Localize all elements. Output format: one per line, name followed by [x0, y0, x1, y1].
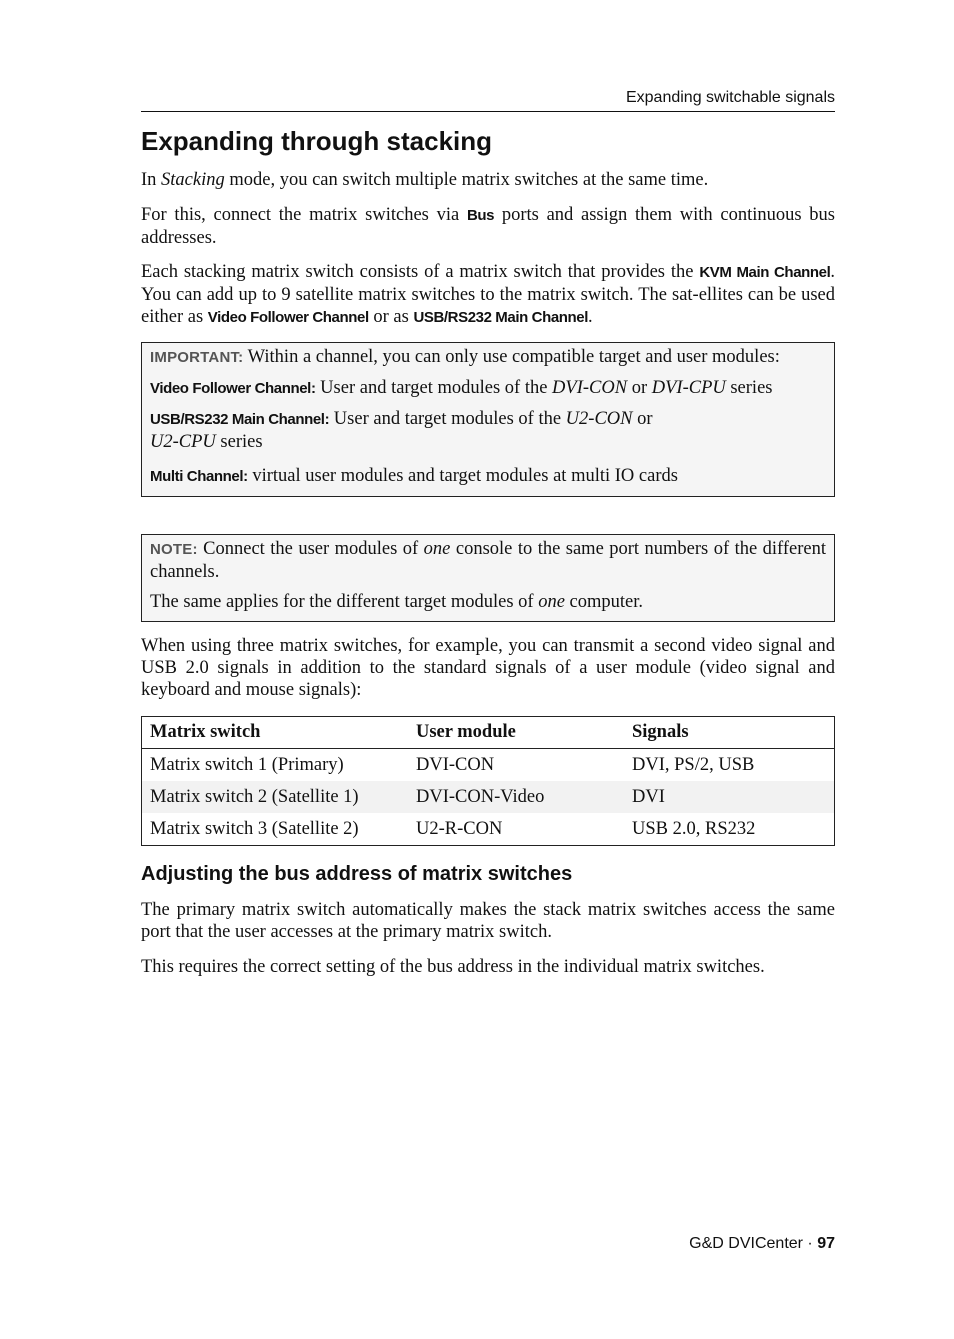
- emphasis: one: [538, 592, 565, 612]
- subsection-heading: Adjusting the bus address of matrix switches: [141, 863, 573, 885]
- table-row: [142, 781, 834, 813]
- emphasis: one: [423, 539, 451, 559]
- table-cell: DVI-CON: [416, 754, 495, 775]
- page-title: Expanding through stacking: [141, 126, 493, 156]
- intro-paragraph: [141, 169, 835, 191]
- text: virtual user modules and target modules at multi IO cards: [247, 466, 678, 486]
- emphasis: Stacking: [161, 170, 225, 190]
- table-cell: Matrix switch 1 (Primary): [150, 754, 344, 775]
- text: series: [725, 378, 773, 398]
- column-header: Signals: [624, 717, 834, 749]
- table-cell: USB 2.0, RS232: [632, 818, 756, 839]
- table-header-row: [142, 717, 834, 749]
- text: The same applies for the different target modules of: [150, 592, 539, 612]
- stacking-paragraph: [141, 261, 835, 329]
- text: ports and assign them with continuous bus addresses.: [141, 205, 835, 248]
- text: .: [588, 307, 593, 327]
- column-header: Matrix switch: [142, 717, 408, 749]
- matrix-switch-table: [141, 716, 835, 846]
- important-box: [141, 342, 835, 497]
- table-cell: Matrix switch 2 (Satellite 1): [142, 781, 408, 813]
- term-kvm-main-channel: KVM Main Channel: [699, 264, 831, 281]
- note-label: NOTE:: [150, 541, 198, 558]
- primary-paragraph: The primary matrix switch automatically makes the stack matrix switches access the same port that the user accesses at the primary matrix switch.: [141, 900, 835, 942]
- text: . You can add up to 9 satellite matrix switches to the matrix switch. The sat-ellites can be used either as: [141, 262, 836, 327]
- running-head: Expanding switchable signals: [141, 89, 835, 112]
- multi-channel-label: Multi Channel:: [150, 468, 248, 485]
- text: or: [627, 378, 652, 398]
- example-paragraph: When using three matrix switches, for example, you can transmit a second video signal and USB 2.0 signals in addition to the standard signals of a user module (video signal and keyboard and mouse signals):: [141, 636, 835, 700]
- text: User and target modules of the: [329, 409, 566, 429]
- important-label: IMPORTANT:: [150, 349, 244, 366]
- footer-text: G&D DVICenter ·: [689, 1235, 818, 1252]
- term-bus: Bus: [466, 207, 495, 224]
- column-header: User module: [408, 717, 624, 749]
- emphasis: U2-CPU: [150, 432, 216, 452]
- text: mode, you can switch multiple matrix switches at the same time.: [224, 170, 709, 190]
- emphasis: U2-CON: [565, 409, 633, 429]
- table-row: [142, 749, 834, 782]
- text: or as: [368, 307, 414, 327]
- text: computer.: [564, 592, 644, 612]
- text: or: [632, 409, 653, 429]
- bus-paragraph: [141, 204, 835, 249]
- page-number: 97: [817, 1235, 835, 1252]
- table-cell: DVI: [624, 781, 834, 813]
- text: Each stacking matrix switch consists of a matrix switch that provides the: [141, 262, 700, 282]
- emphasis: DVI-CON: [552, 378, 628, 398]
- table-cell: Matrix switch 3 (Satellite 2): [150, 818, 359, 839]
- table-cell: DVI, PS/2, USB: [632, 754, 755, 775]
- page-footer: [141, 1235, 835, 1253]
- note-box: [141, 534, 835, 622]
- text: User and target modules of the: [315, 378, 553, 398]
- emphasis: DVI-CPU: [651, 378, 726, 398]
- bus-address-paragraph: This requires the correct setting of the bus address in the individual matrix switches.: [141, 957, 765, 977]
- text: Within a channel, you can only use compatible target and user modules:: [243, 347, 780, 367]
- term-usb-rs232-main-channel: USB/RS232 Main Channel: [413, 309, 589, 326]
- text: Connect the user modules of: [197, 539, 424, 559]
- video-follower-label: Video Follower Channel:: [150, 380, 316, 397]
- table-cell: DVI-CON-Video: [408, 781, 624, 813]
- text: series: [215, 432, 263, 452]
- term-video-follower-channel: Video Follower Channel: [207, 309, 369, 326]
- usb-rs232-label: USB/RS232 Main Channel:: [150, 411, 330, 428]
- text: In: [141, 170, 162, 190]
- text: console to the same port numbers of the different channels.: [150, 539, 826, 582]
- table-row: [142, 813, 834, 845]
- text: For this, connect the matrix switches via: [141, 205, 467, 225]
- table-cell: U2-R-CON: [416, 818, 503, 839]
